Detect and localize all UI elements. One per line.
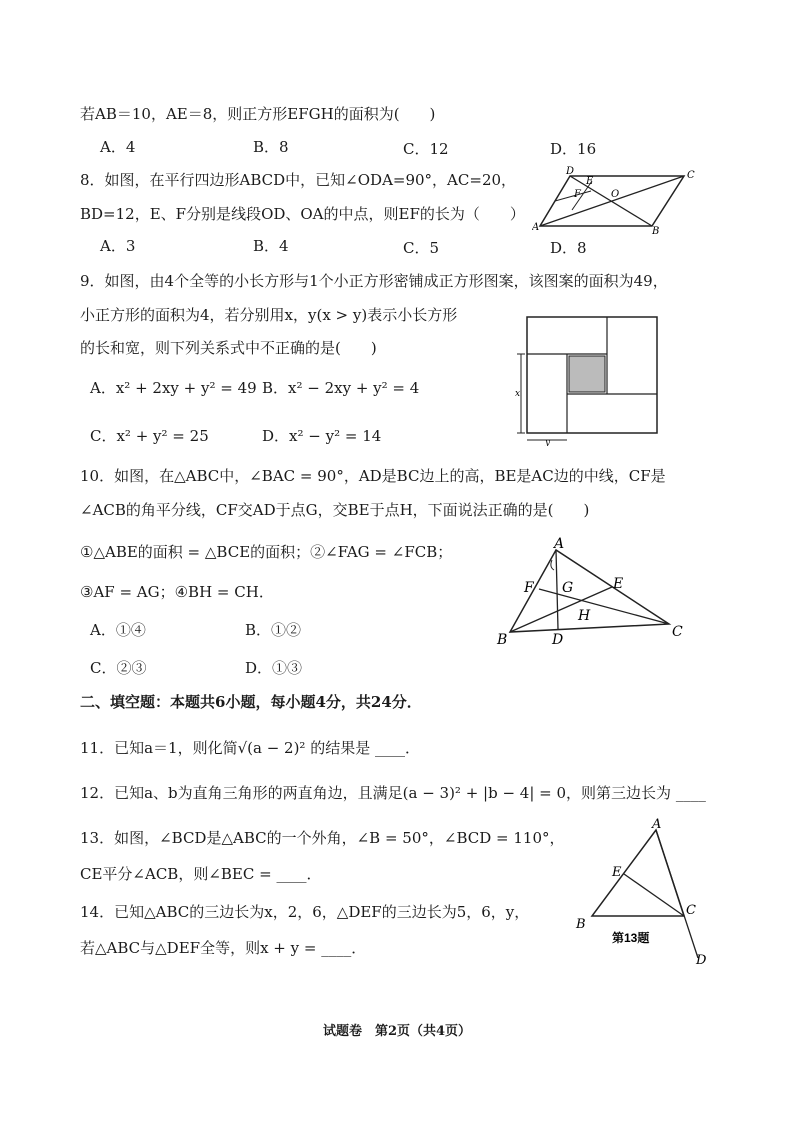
q10-label-b: B [497,632,508,648]
q8-label-c: C [687,170,695,181]
q9-label-x: x [515,389,521,399]
q9-figure [512,316,662,446]
q12-text: 12．已知a、b为直角三角形的两直角边，且满足(a − 3)² + |b − 4| = 0，则第三边长为 ____ [80,784,706,802]
q13-caption: 第13题 [612,931,650,945]
q10-label-g: G [562,580,574,596]
q10-figure [494,534,690,652]
q8-figure [532,164,702,236]
q10-line2: ∠ACB的角平分线，CF交AD于点G，交BE于点H，下面说法正确的是( ) [80,501,590,519]
q10-line3: ①△ABE的面积 = △BCE的面积；②∠FAG = ∠FCB； [80,543,453,561]
q8-label-a: A [532,222,540,233]
q13-label-b: B [576,917,586,932]
q13-label-c: C [686,903,696,918]
q10-option-d: D．①③ [245,659,303,677]
q9-option-c: C．x² + y² = 25 [90,427,209,445]
q8-label-d: D [566,166,575,177]
q7-text: 若AB＝10，AE＝8，则正方形EFGH的面积为( ) [80,105,436,123]
q14-line2: 若△ABC与△DEF全等，则x + y = ____． [80,939,367,957]
q8-label-f: F [574,189,581,200]
q10-option-a: A．①④ [90,621,146,639]
q8-label-e: E [586,176,594,187]
q8-label-o: O [611,189,620,200]
q8-option-d: D．8 [550,239,587,257]
q7-option-d: D．16 [550,140,597,158]
q10-label-d: D [552,632,564,648]
q13-figure [572,818,722,968]
q13-label-e: E [612,865,622,880]
q8-option-b: B．4 [253,237,289,255]
q8-line1: 8．如图，在平行四边形ABCD中，已知∠ODA=90°，AC=20， [80,171,517,189]
q10-option-c: C．②③ [90,659,147,677]
q7-option-c: C．12 [403,140,449,158]
q8-option-c: C．5 [403,239,440,257]
q8-label-b: B [652,226,660,236]
q14-line1: 14．已知△ABC的三边长为x，2，6，△DEF的三边长为5，6，y， [80,903,530,921]
q10-line1: 10．如图，在△ABC中，∠BAC = 90°，AD是BC边上的高，BE是AC边的中线，CF是 [80,467,666,485]
page-footer: 试题卷 第2页（共4页） [322,1024,472,1039]
q9-option-b: B．x² − 2xy + y² = 4 [262,379,420,397]
q13-line1: 13．如图，∠BCD是△ABC的一个外角，∠B = 50°，∠BCD = 110°， [80,829,565,847]
q9-line1: 9．如图，由4个全等的小长方形与1个小正方形密铺成正方形图案，该图案的面积为49， [80,272,668,290]
q10-option-b: B．①② [245,621,302,639]
q13-label-a: A [652,818,662,832]
q10-label-h: H [578,608,591,624]
q10-line4: ③AF = AG；④BH = CH． [80,583,274,601]
q9-line3: 的长和宽，则下列关系式中不正确的是( ) [80,339,377,357]
section-2-heading: 二、填空题：本题共6小题，每小题4分，共24分． [80,693,422,711]
q10-label-f: F [524,580,534,596]
q13-line2: CE平分∠ACB，则∠BEC = ____． [80,865,322,883]
q7-option-b: B．8 [253,138,289,156]
q9-label-y: y [545,438,551,446]
q10-label-a: A [554,536,565,552]
q9-line2: 小正方形的面积为4，若分别用x，y(x > y)表示小长方形 [80,306,458,324]
q8-option-a: A．3 [100,237,136,255]
q13-label-d: D [696,953,707,968]
q9-option-a: A．x² + 2xy + y² = 49 [90,379,257,397]
q10-label-e: E [613,576,624,592]
q8-line2: BD=12，E、F分别是线段OD、OA的中点，则EF的长为（ ） [80,205,525,223]
q9-option-d: D．x² − y² = 14 [262,427,382,445]
q7-option-a: A．4 [100,138,136,156]
q11-text: 11．已知a＝1，则化简√(a − 2)² 的结果是 ____． [80,739,420,757]
q10-label-c: C [672,624,683,640]
